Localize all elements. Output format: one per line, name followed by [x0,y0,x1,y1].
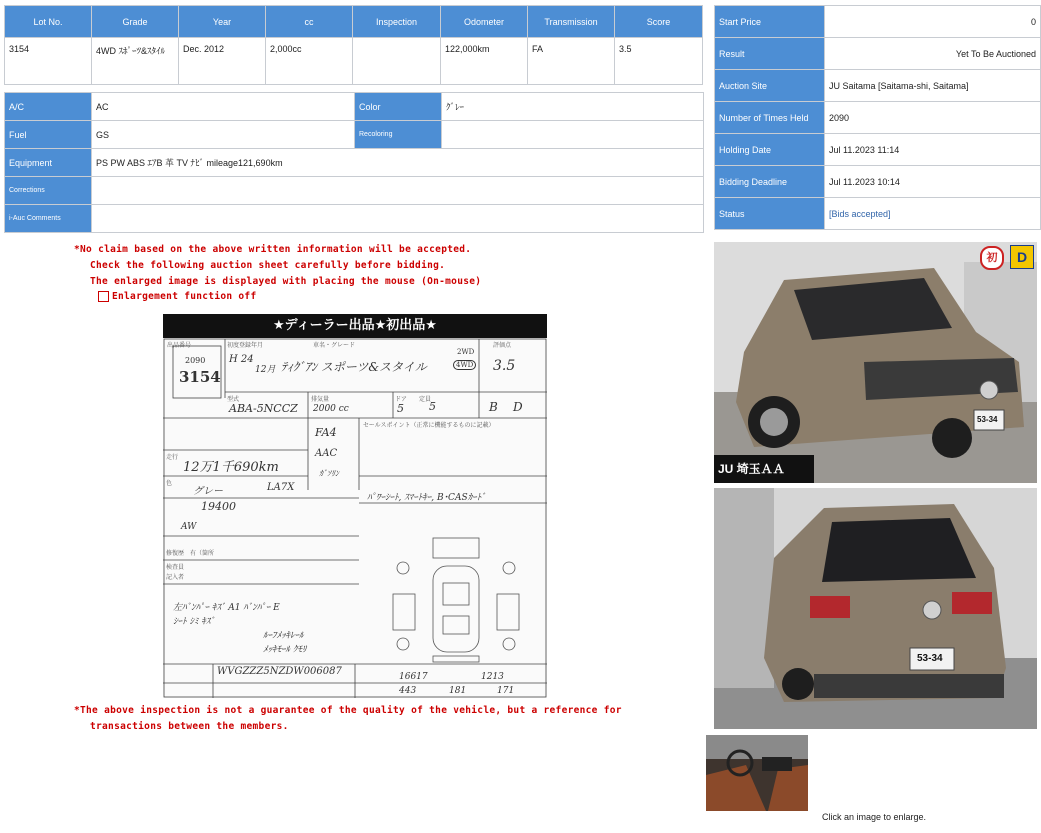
sheet-doors: 5 [397,402,404,415]
sheet-size-2: 1213 [481,672,504,682]
sheet-shift: FA4 [315,426,337,439]
enlarge-hint: Click an image to enlarge. [822,812,927,822]
row-bidding-deadline [715,166,1041,198]
spec-row-ac [5,93,704,121]
result-value: Yet To Be Auctioned [825,38,1041,70]
col-header-score: Score [615,6,703,38]
notice-transactions: transactions between the members. [90,721,289,732]
col-header-grade: Grade [92,6,179,38]
transmission-value: FA [528,38,615,85]
auction-sheet-image[interactable] [163,314,547,698]
row-auction-site [715,70,1041,102]
sheet-size-1: 16617 [399,672,428,682]
lot-summary-value-row [5,38,703,85]
grade-value: 4WD ｽﾎﾟｰﾂ&ｽﾀｲﾙ [92,38,179,85]
lot-summary-table [4,5,703,85]
col-header-inspection: Inspection [353,6,441,38]
sheet-comment-1: 左ﾊﾞﾝﾊﾟｰ ｷｽﾞ A1 ﾊﾞﾝﾊﾟｰ E [173,603,280,613]
notice-check-sheet: Check the following auction sheet carefully before bidding. [90,260,446,271]
col-header-odometer: Odometer [441,6,528,38]
sheet-comment-2: ｼｰﾄ ｼﾐ ｷｽﾞ [173,617,215,627]
col-header-lot-no: Lot No. [5,6,92,38]
sheet-label-history: 修復歴 有（箇所 [166,551,215,557]
enlargement-toggle[interactable] [98,291,256,302]
sheet-color: グレー [193,486,223,497]
color-value: ｸﾞﾚｰ [442,93,704,121]
sheet-chassis: WVGZZZ5NZDW006087 [217,666,342,677]
sheet-type-code: ABA-5NCCZ [229,402,298,415]
car-interior-illustration [706,735,808,811]
auction-site-label: Auction Site [715,70,825,102]
sheet-label-color: 色 [166,481,173,487]
enlargement-label: Enlargement function off [112,291,257,302]
sheet-score: 3.5 [493,358,516,374]
sheet-label-type: 型式 [227,397,240,403]
row-start-price [715,6,1041,38]
status-link[interactable]: [Bids accepted] [825,198,1041,230]
bidding-deadline-label: Bidding Deadline [715,166,825,198]
sheet-model: ﾃｨｸﾞｱﾝ スポーツ&スタイル [281,360,427,374]
notice-inspection-disclaimer: *The above inspection is not a guarantee of the quality of the vehicle, but a reference for [74,705,622,716]
col-header-transmission: Transmission [528,6,615,38]
odometer-value: 122,000km [441,38,528,85]
sheet-dealer-note: 19400 [201,500,236,513]
sheet-label-mileage: 走行 [166,455,179,461]
fuel-label: Fuel [5,121,92,149]
cc-value: 2,000cc [266,38,353,85]
sheet-month: 12月 [255,365,276,375]
sheet-comment-4: ﾒｯｷﾓｰﾙ ｸﾓﾘ [263,645,307,655]
fuel-value: GS [92,121,355,149]
row-result [715,38,1041,70]
status-label: Status [715,198,825,230]
lot-no-value: 3154 [5,38,92,85]
row-holding-date [715,134,1041,166]
year-value: Dec. 2012 [179,38,266,85]
start-price-value: 0 [825,6,1041,38]
auction-info-table [714,5,1041,230]
spec-row-corrections [5,177,704,205]
enlargement-checkbox[interactable] [98,291,109,302]
recoloring-value [442,121,704,149]
iauc-comments-value [92,205,704,233]
start-price-label: Start Price [715,6,825,38]
row-times-held [715,102,1041,134]
sheet-ac: AAC [315,448,338,459]
sheet-body [163,338,547,698]
sheet-size-4: 181 [449,686,467,696]
iauc-comments-label: i-Auc Comments [5,205,92,233]
sheet-drive-circled: 4WD [453,360,476,370]
sheet-comment-3: ﾙｰﾌﾒｯｷﾚｰﾙ [263,631,304,641]
spec-row-equipment [5,149,704,177]
row-status [715,198,1041,230]
sheet-notes: AW [181,522,197,532]
sheet-lot-big: 3154 [179,368,221,386]
sheet-label-lot: 出品番号 [167,343,192,349]
sheet-seats: 5 [429,400,436,413]
sheet-label-eval: 評価点 [493,343,512,349]
spec-row-iauc-comments [5,205,704,233]
sheet-label-door: ドア [395,397,407,403]
inspection-value [353,38,441,85]
sheet-color-code: LA7X [267,482,295,493]
sheet-banner: ★ディーラー出品★初出品★ [163,314,547,338]
sheet-lot-small: 2090 [185,356,206,365]
sheet-mileage: 12万1千690km [183,460,279,475]
ac-label: A/C [5,93,92,121]
holding-date-value: Jul 11.2023 11:14 [825,134,1041,166]
sheet-size-3: 443 [399,686,417,696]
auction-logo: JU 埼玉ＡＡ [714,455,814,483]
auction-site-value: JU Saitama [Saitama-shi, Saitama] [825,70,1041,102]
sheet-grade-exterior: D [513,400,523,414]
sheet-size-5: 171 [497,686,515,696]
vehicle-photo-rear[interactable] [714,488,1037,729]
bidding-deadline-value: Jul 11.2023 10:14 [825,166,1041,198]
sheet-label-exhaust: 排気量 [311,397,330,403]
sheet-label-entry: 記入者 [166,575,185,581]
times-held-value: 2090 [825,102,1041,134]
vehicle-photo-front[interactable] [714,242,1037,483]
vehicle-spec-table [4,92,704,233]
sheet-drive: 2WD [457,348,475,356]
car-rear-illustration [714,488,1037,729]
sheet-label-seller-points: セールスポイント（正常に機能するものに記載） [363,423,495,429]
sheet-options: ﾊﾟﾜｰｼｰﾄ, ｽﾏｰﾄｷｰ, B･CASｶｰﾄﾞ [367,493,486,503]
sheet-fuel: ｶﾞｿﾘﾝ [319,469,339,478]
vehicle-photo-interior[interactable] [706,735,808,811]
sheet-label-first-reg: 初度登録年月 [227,343,264,349]
notice-no-claim: *No claim based on the above written information will be accepted. [74,244,472,255]
front-plate: 53-34 [977,415,998,424]
col-header-year: Year [179,6,266,38]
car-front-illustration [714,242,1037,483]
corrections-label: Corrections [5,177,92,205]
sheet-label-capacity: 定員 [419,397,432,403]
rear-plate: 53-34 [917,653,943,664]
sheet-grade-interior: B [489,400,498,414]
spec-row-fuel [5,121,704,149]
result-label: Result [715,38,825,70]
recoloring-label: Recoloring [355,121,442,149]
score-value: 3.5 [615,38,703,85]
col-header-cc: cc [266,6,353,38]
notice-enlarge-on-mouse: The enlarged image is displayed with placing the mouse (On-mouse) [90,276,482,287]
lot-summary-header-row [5,6,703,38]
equipment-value: PS PW ABS ｴｱB 革 TV ﾅﾋﾞ mileage121,690km [92,149,704,177]
sheet-label-model: 車名・グレード [313,343,356,349]
first-listing-badge: 初 [980,246,1004,270]
sheet-grid [163,338,547,698]
color-label: Color [355,93,442,121]
sheet-displacement: 2000 cc [313,404,349,414]
sheet-label-inspector: 検査員 [166,565,185,571]
sheet-era: H 24 [229,354,254,365]
corrections-value [92,177,704,205]
holding-date-label: Holding Date [715,134,825,166]
equipment-label: Equipment [5,149,92,177]
dealer-badge: D [1010,245,1034,269]
times-held-label: Number of Times Held [715,102,825,134]
ac-value: AC [92,93,355,121]
